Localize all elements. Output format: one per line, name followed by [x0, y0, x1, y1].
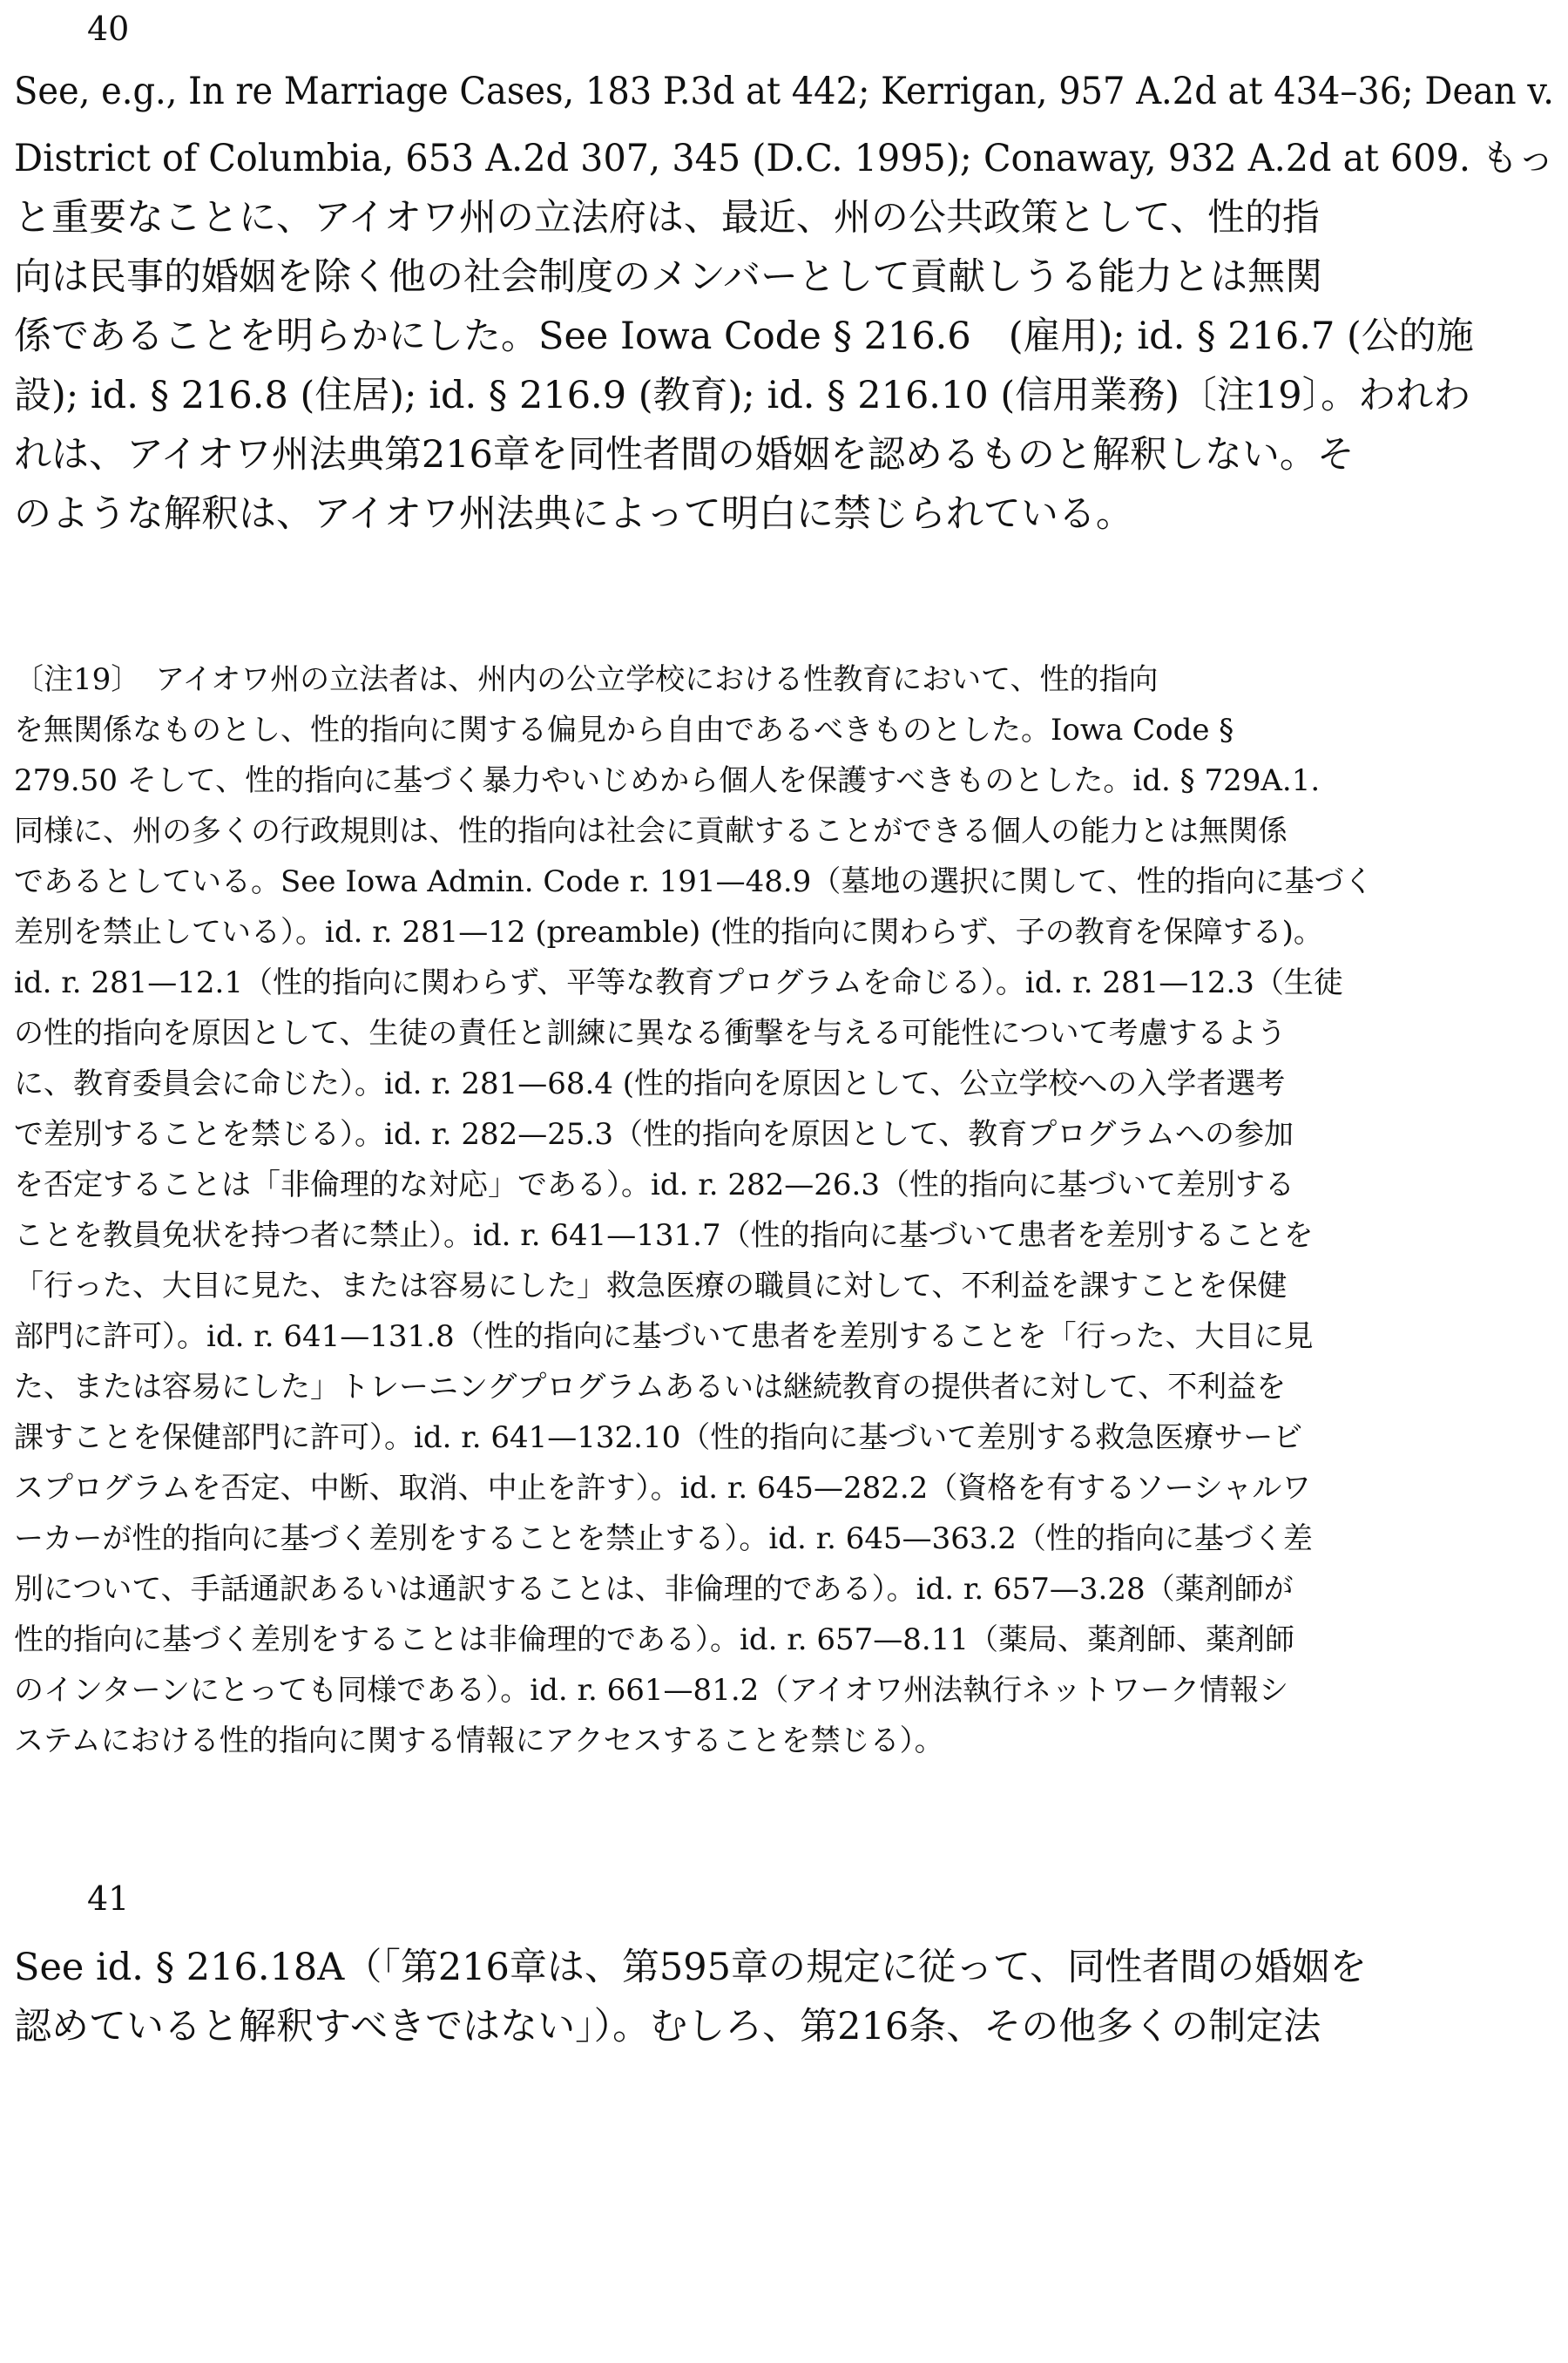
body-line: 認めていると解釈すべきではない」）。むしろ、第216条、その他多くの制定法 — [14, 2005, 1321, 2048]
footnote-line: ステムにおける性的指向に関する情報にアクセスすることを禁じる）。 — [14, 1723, 944, 1758]
footnote-line: 性的指向に基づく差別をすることは非倫理的である）。id. r. 657—8.11（薬局、薬剤師、薬剤師 — [14, 1622, 1294, 1657]
footnote-line: ーカーが性的指向に基づく差別をすることを禁止する）。id. r. 645—363.2（性的指向に基づく差 — [14, 1521, 1313, 1556]
body-line: See id. § 216.18A（「第216章は、第595章の規定に従って、同性者間の婚姻を — [14, 1946, 1368, 1989]
footnote-line: た、または容易にした」トレーニングプログラムあるいは継続教育の提供者に対して、不利益を — [14, 1370, 1287, 1405]
footnote-line: を無関係なものとし、性的指向に関する偏見から自由であるべきものとした。Iowa Code § — [14, 713, 1234, 748]
body-line: See, e.g., In re Marriage Cases, 183 P.3d at 442; Kerrigan, 957 A.2d at 434–36; Dean v. — [14, 70, 1554, 113]
body-line: District of Columbia, 653 A.2d 307, 345 (D.C. 1995); Conaway, 932 A.2d at 609. もっ — [14, 137, 1554, 180]
footnote-line: のインターンにとっても同様である）。id. r. 661—81.2（アイオワ州法執行ネットワーク情報シ — [14, 1673, 1289, 1708]
footnote-line: 課すことを保健部門に許可）。id. r. 641—132.10（性的指向に基づいて差別する救急医療サービ — [14, 1420, 1303, 1455]
body-line: のような解釈は、アイオワ州法典によって明白に禁じられている。 — [14, 492, 1133, 536]
footnote-line: 部門に許可）。id. r. 641—131.8（性的指向に基づいて患者を差別することを「行った、大目に見 — [14, 1319, 1314, 1354]
footnote-line: であるとしている。See Iowa Admin. Code r. 191—48.9（墓地の選択に関して、性的指向に基づく — [14, 864, 1374, 899]
body-line: 係であることを明らかにした。See Iowa Code § 216.6 (雇用); id. § 216.7 (公的施 — [14, 315, 1474, 358]
body-line: と重要なことに、アイオワ州の立法府は、最近、州の公共政策として、性的指 — [14, 196, 1320, 240]
footnote-line: 〔注19〕 アイオワ州の立法者は、州内の公立学校における性教育において、性的指向 — [14, 662, 1159, 697]
footnote-line: 別について、手話通訳あるいは通訳することは、非倫理的である）。id. r. 657—3.28（薬剤師が — [14, 1572, 1294, 1607]
footnote-line: スプログラムを否定、中断、取消、中止を許す）。id. r. 645—282.2（資格を有するソーシャルワ — [14, 1471, 1312, 1506]
body-line: 設); id. § 216.8 (住居); id. § 216.9 (教育); id. § 216.10 (信用業務)〔注19〕。われわ — [14, 374, 1471, 417]
page-number-41: 41 — [87, 1879, 130, 1918]
footnote-line: 279.50 そして、性的指向に基づく暴力やいじめから個人を保護すべきものとした。id. § 729A.1. — [14, 763, 1321, 798]
footnote-line: 同様に、州の多くの行政規則は、性的指向は社会に貢献することができる個人の能力とは無関係 — [14, 814, 1288, 849]
footnote-line: で差別することを禁じる）。id. r. 282—25.3（性的指向を原因として、教育プログラムへの参加 — [14, 1117, 1294, 1152]
footnote-line: ことを教員免状を持つ者に禁止）。id. r. 641—131.7（性的指向に基づいて患者を差別することを — [14, 1218, 1314, 1253]
footnote-line: の性的指向を原因として、生徒の責任と訓練に異なる衝撃を与える可能性について考慮するよう — [14, 1016, 1287, 1051]
body-line: 向は民事的婚姻を除く他の社会制度のメンバーとして貢献しうる能力とは無関 — [14, 255, 1322, 299]
footnote-line: に、教育委員会に命じた）。id. r. 281—68.4 (性的指向を原因として、公立学校への入学者選考 — [14, 1066, 1286, 1101]
footnote-line: 差別を禁止している）。id. r. 281—12 (preamble) (性的指向に関わらず、子の教育を保障する)。 — [14, 915, 1323, 950]
footnote-line: 「行った、大目に見た、または容易にした」救急医療の職員に対して、不利益を課すことを保健 — [14, 1269, 1288, 1303]
body-line: れは、アイオワ州法典第216章を同性者間の婚姻を認めるものと解釈しない。そ — [14, 433, 1355, 477]
footnote-line: を否定することは「非倫理的な対応」である）。id. r. 282—26.3（性的指向に基づいて差別する — [14, 1168, 1294, 1202]
page-number-40: 40 — [87, 10, 130, 48]
footnote-line: id. r. 281—12.1（性的指向に関わらず、平等な教育プログラムを命じる）。id. r. 281—12.3（生徒 — [14, 965, 1343, 1000]
